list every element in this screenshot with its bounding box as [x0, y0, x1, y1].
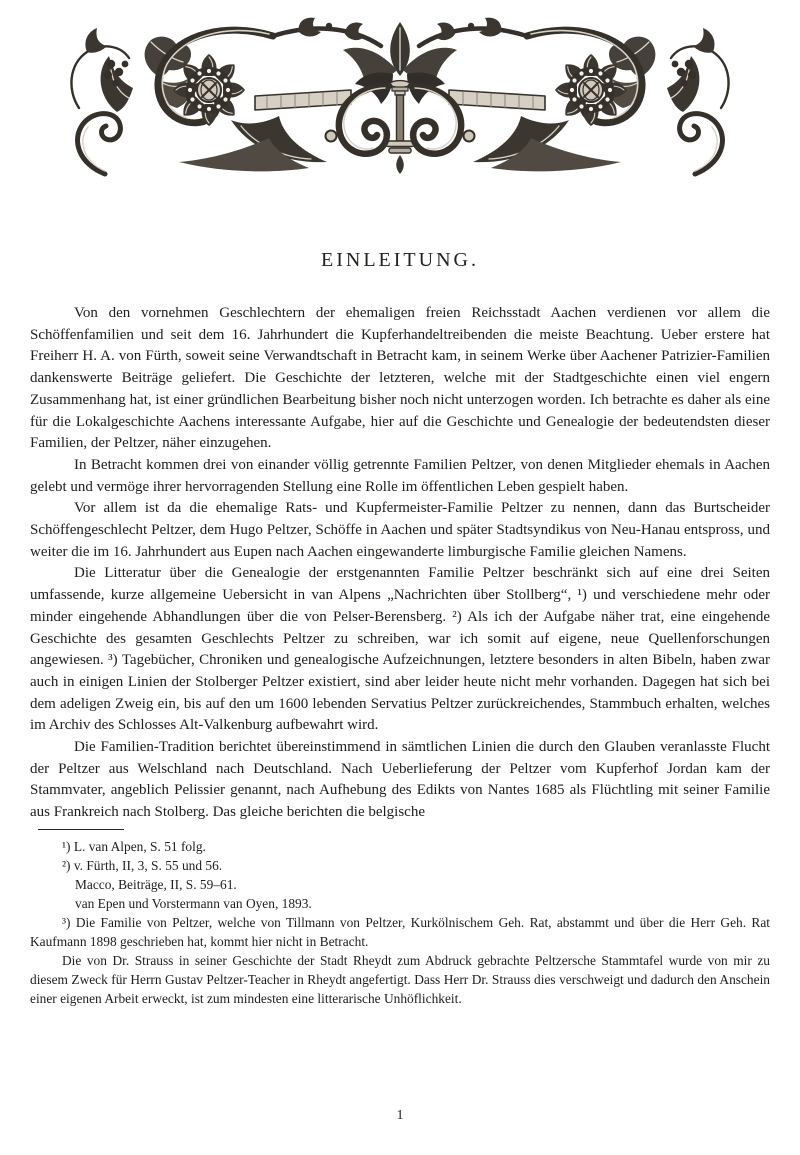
floral-engraving-icon — [59, 12, 741, 178]
footnote-1: ¹) L. van Alpen, S. 51 folg. — [62, 838, 206, 854]
paragraph-1: Von den vornehmen Geschlechtern der ehemaligen freien Reichsstadt Aachen verdienen vor allem die Schöffenfamilien und seit dem 16. Jahrhundert die Kupferhandeltreibenden die meiste Beachtung. Ueber erstere hat Freiherr H. A. von Fürth, soweit seine Verwandtschaft in Betracht kam, in seinem Werke über Aachener Patrizier-Familien dankenswerte Beiträge geliefert. Die Geschichte der letzteren, welche mit der Stadtgeschichte einen viel engern Zusammenhang hat, ist einer gründlichen Bearbeitung bisher noch nicht unterzogen worden. Ich betrachte es daher als eine für die Lokalgeschichte Aachens interessante Aufgabe, hier auf die Geschichte und Genealogie der bedeutendsten dieser Familien, der Peltzer, näher einzugehen. — [30, 305, 770, 452]
headpiece-ornament — [59, 12, 741, 178]
footnote-rule — [38, 829, 124, 830]
page-number: 1 — [396, 1108, 404, 1123]
paragraph-4: Die Litteratur über die Genealogie der erstgenannten Familie Peltzer beschränkt sich auf eine drei Seiten umfassende, kurze allgemeine Uebersicht in van Alpens „Nachrichten über Stollberg“, ¹) und verschiedene mehr oder minder eingehende Abhandlungen über die von Pelser-Berensberg. ²) Als ich der Aufgabe näher trat, eine eingehende Geschichte des gesamten Geschlechts Peltzer zu schreiben, war ich somit auf eigene, neue Quellenforschungen angewiesen. ³) Tagebücher, Chroniken und genealogische Aufzeichnungen, letztere besonders in alten Bibeln, haben zwar auch in einigen Linien der Stolberger Peltzer existiert, sind aber leider heute nicht mehr vorhanden. Dagegen hat sich bei dem adeligen Zweig ein, bis auf den um 1600 lebenden Servatius Peltzer zurückreichendes, Stammbuch erhalten, welches im Archiv des Schlosses Alt-Valkenburg aufbewahrt wird. — [30, 565, 770, 734]
paragraph-3: Vor allem ist da die ehemalige Rats- und Kupfermeister-Familie Peltzer zu nennen, dann das Burtscheider Schöffengeschlecht Peltzer, dem Hugo Peltzer, Schöffe in Aachen und später Stadtsyndikus von Neu-Hanau entspross, und weiter die im 16. Jahrhundert aus Eupen nach Aachen eingewanderte limburgische Familie gleichen Namens. — [30, 500, 770, 560]
footnote-2: ²) v. Fürth, II, 3, S. 55 und 56. — [62, 857, 223, 873]
footnote-2-continuation-2: van Epen und Vorstermann van Oyen, 1893. — [75, 895, 312, 911]
footnote-2-continuation-1: Macco, Beiträge, II, S. 59–61. — [75, 876, 237, 892]
paragraph-2: In Betracht kommen drei von einander völlig getrennte Familien Peltzer, von denen Mitglieder ehemals in Aachen gelebt und vermöge ihrer hervorragenden Stellung eine Rolle im öffentlichen Leben gespielt haben. — [30, 456, 770, 495]
footnotes-block — [30, 837, 770, 1008]
page-title: EINLEITUNG. — [321, 249, 479, 271]
footnote-3-paragraph-2: Die von Dr. Strauss in seiner Geschichte der Stadt Rheydt zum Abdruck gebrachte Peltzersche Stammtafel wurde von mir zu diesem Zweck für Herrn Gustav Peltzer-Teacher in Rheydt angefertigt. Dass Herr Dr. Strauss dies verschweigt und dadurch den Anschein einer eigenen Arbeit erweckt, ist zum mindesten eine litterarische Unhöflichkeit. — [30, 952, 770, 1006]
body-text — [30, 303, 770, 1008]
footnote-3: ³) Die Familie von Peltzer, welche von Tillmann von Peltzer, Kurkölnischem Geh. Rat, abstammt und über die Herr Geh. Rat Kaufmann 1898 geschrieben hat, kommt hier nicht in Betracht. — [30, 914, 770, 949]
paragraph-5: Die Familien-Tradition berichtet übereinstimmend in sämtlichen Linien die durch den Glauben veranlasste Flucht der Peltzer aus Welschland nach Deutschland. Nach Ueberlieferung der Peltzer vom Kupferhof Jordan kam der Stammvater, angeblich Pelissier genannt, nach Aufhebung des Edikts von Nantes 1685 als Flüchtling mit seiner Familie aus Frankreich nach Stolberg. Das gleiche berichten die belgische — [30, 739, 770, 821]
